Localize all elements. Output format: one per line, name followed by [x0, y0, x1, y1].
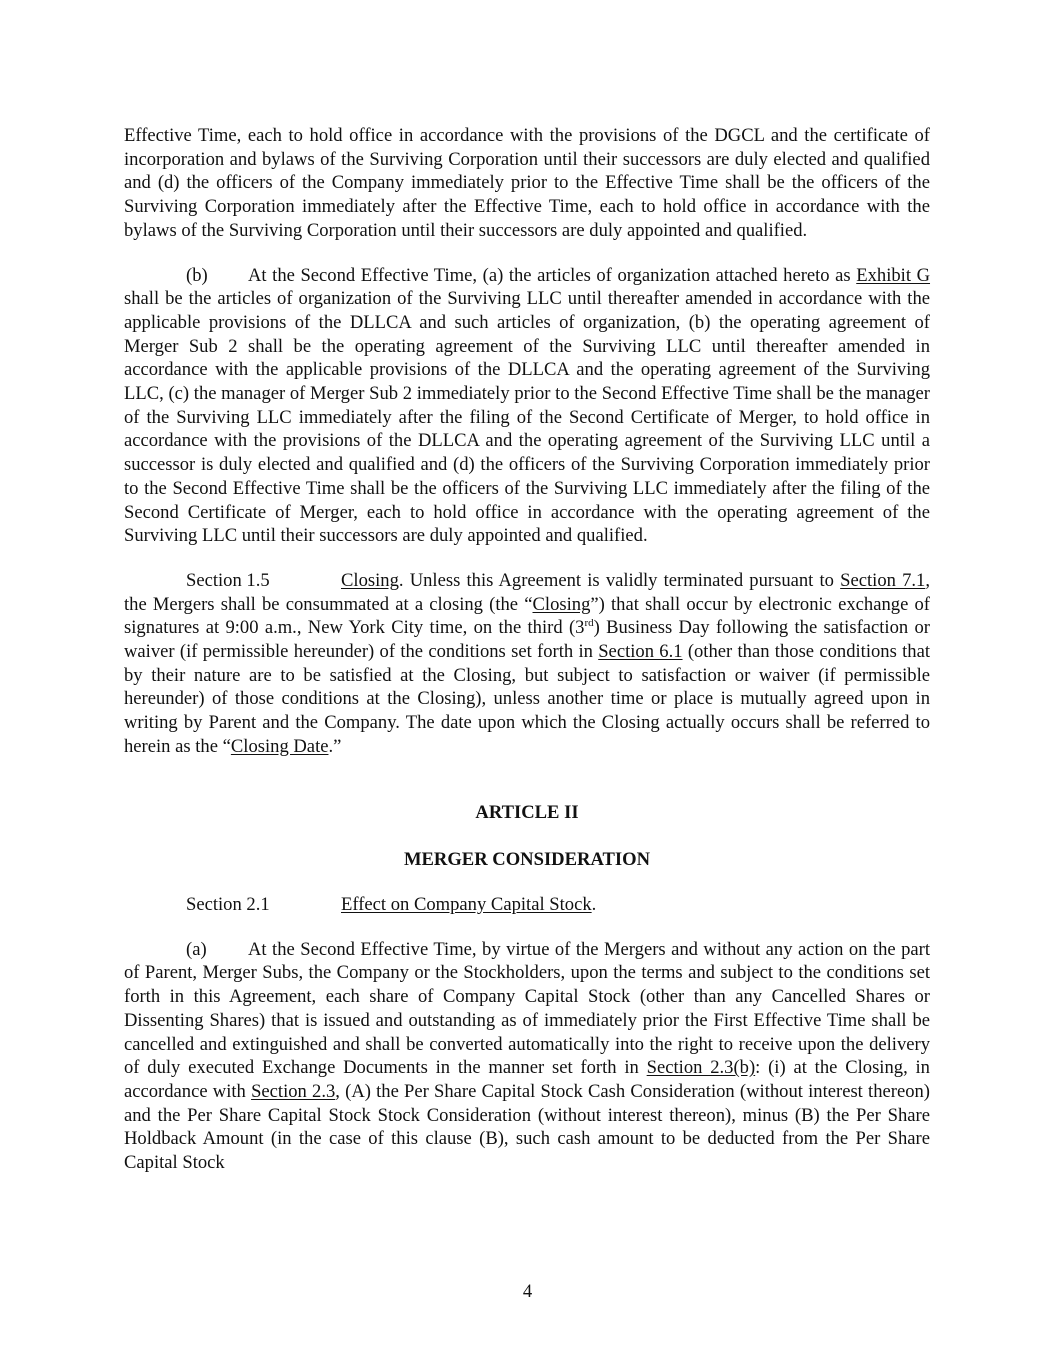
document-body — [124, 124, 930, 1175]
paragraph-b-label: (b) — [186, 264, 208, 286]
section-1-5-paragraph — [124, 569, 930, 759]
section-2-3-b-reference: Section 2.3(b) — [646, 1057, 756, 1079]
section-1-5-text-5: (other than those conditions that by their nature are to be satisfied at the Closing, but subject to satisfaction or waiver (if permissible hereunder) of those conditions at the Closing), unless another time or place is mutually agreed upon in writing by Parent and the Company. The date upon which the Closing actually occurs shall be referred to herein as the “ — [124, 641, 930, 757]
section-6-1-reference: Section 6.1 — [598, 641, 683, 663]
paragraph-a-label: (a) — [186, 938, 207, 960]
section-1-5-text-4: ) Business Day following the satisfaction or waiver (if permissible hereunder) of the conditions set forth in — [124, 617, 930, 663]
section-1-5-text-1: . Unless this Agreement is validly terminated pursuant to — [398, 569, 841, 591]
carryover-paragraph — [124, 124, 930, 243]
section-2-1-title-end: . — [591, 893, 597, 915]
paragraph-b-text-2: shall be the articles of organization of the Surviving LLC until thereafter amended in accordance with the applicable provisions of the DLLCA and such articles of organization, (b) the operating agreement of Merger Sub 2 shall be the operating agreement of the Surviving LLC until thereafter amended in accordance with the applicable provisions of the DLLCA and the operating agreement of the Surviving LLC, (c) the manager of Merger Sub 2 immediately prior to the Second Effective Time shall be the manager of the Surviving LLC immediately after the filing of the Second Certificate of Merger, to hold office in accordance with the provisions of the DLLCA and the operating agreement of the Surviving LLC until a successor is duly elected and qualified and (d) the officers of the Surviving Corporation immediately prior to the Second Effective Time shall be the officers of the Surviving LLC immediately after the filing of the Second Certificate of Merger, each to hold office in accordance with the operating agreement of the Surviving LLC until their successors are duly appointed and qualified. — [124, 288, 930, 547]
section-2-1-heading — [124, 893, 930, 917]
carryover-text: Effective Time, each to hold office in accordance with the provisions of the DGCL and the certificate of incorporation and bylaws of the Surviving Corporation until their successors are duly elected and qualified and (d) the officers of the Company immediately prior to the Effective Time shall be the officers of the Surviving Corporation immediately after the Effective Time, each to hold office in accordance with the bylaws of the Surviving Corporation until their successors are duly appointed and qualified. — [124, 125, 930, 241]
paragraph-b — [124, 264, 930, 548]
article-title: MERGER CONSIDERATION — [403, 849, 651, 871]
section-1-5-text-2: , the Mergers shall be consummated at a closing (the “ — [124, 569, 930, 615]
section-1-5-text-3: ”) that shall occur by electronic exchange of signatures at 9:00 a.m., New York City time, on the third (3 — [124, 593, 930, 639]
section-2-1-title: Effect on Company Capital Stock — [341, 893, 592, 915]
section-2-1-number: Section 2.1 — [186, 893, 270, 915]
paragraph-a-text-3: , (A) the Per Share Capital Stock Cash Consideration (without interest thereon) and the Per Share Capital Stock Stock Consideration (without interest thereon), minus (B) the Per Share Holdback Amount (in the case of this clause (B), such cash amount to be deducted from the Per Share Capital Stock — [124, 1080, 930, 1174]
closing-date-defined-term: Closing Date — [230, 735, 329, 757]
section-1-5-title: Closing — [341, 569, 399, 591]
paragraph-a-text-1: At the Second Effective Time, by virtue of the Mergers and without any action on the part of Parent, Merger Subs, the Company or the Stockholders, upon the terms and subject to the conditions set forth in this Agreement, each share of Company Capital Stock (other than any Cancelled Shares or Dissenting Shares) that is issued and outstanding as of immediately prior the First Effective Time shall be cancelled and extinguished and shall be converted automatically into the right to receive upon the delivery of duly executed Exchange Documents in the manner set forth in — [124, 938, 930, 1079]
paragraph-b-text-1: At the Second Effective Time, (a) the articles of organization attached hereto as — [248, 264, 857, 286]
section-1-5-number: Section 1.5 — [186, 569, 270, 591]
paragraph-a — [124, 938, 930, 1175]
paragraph-a-text-2: : (i) at the Closing, in accordance with — [124, 1057, 930, 1102]
section-2-3-reference: Section 2.3 — [251, 1080, 336, 1102]
closing-defined-term: Closing — [532, 593, 591, 615]
exhibit-g-reference: Exhibit G — [856, 264, 931, 286]
article-heading: ARTICLE II — [475, 801, 579, 823]
page-number: 4 — [522, 1281, 533, 1302]
section-1-5-text-6: .” — [328, 735, 342, 757]
section-7-1-reference: Section 7.1 — [840, 569, 926, 591]
ordinal-suffix: rd — [584, 617, 594, 630]
